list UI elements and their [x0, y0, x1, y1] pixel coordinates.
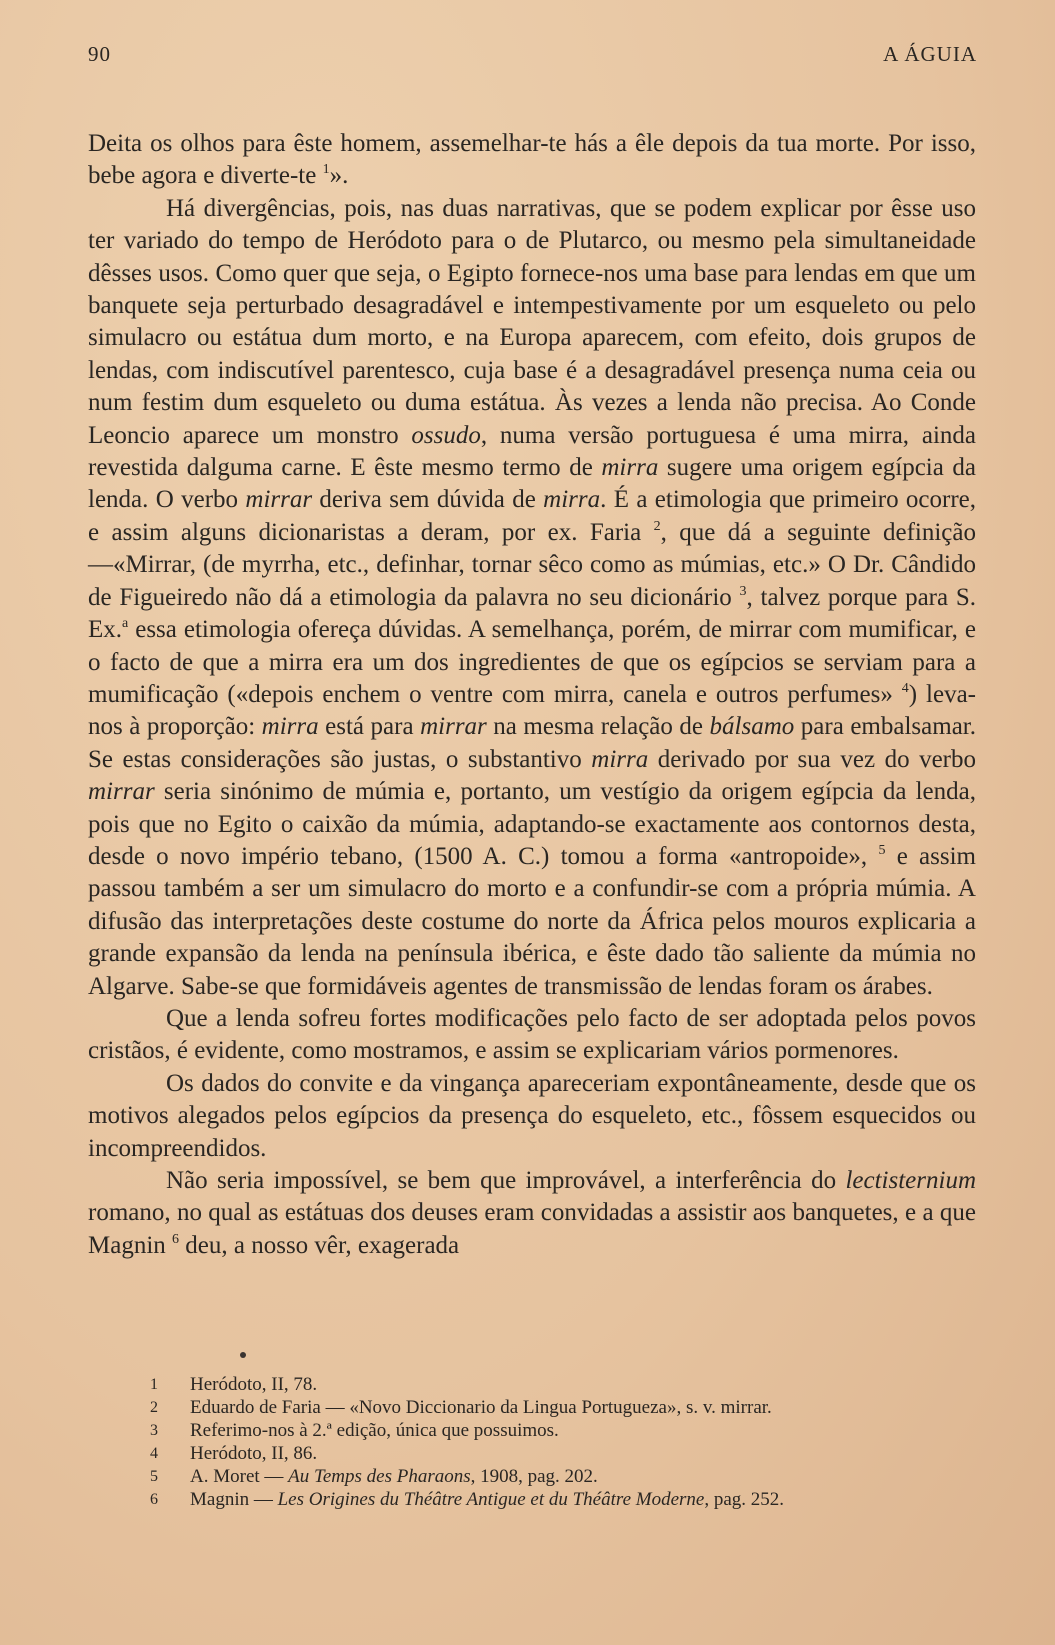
text-run: Eduardo de Faria — «Novo Diccionario da Lingua Portugueza», s. v. mirrar. — [190, 1397, 772, 1418]
text-run: . É a etimologia que primeiro ocorre, e assim alguns dicionaristas a deram, por ex. Faria — [88, 486, 977, 546]
footnote-item — [150, 1419, 970, 1442]
footnote-item — [150, 1442, 970, 1465]
footnote-item — [150, 1465, 970, 1488]
footnote-marker: a — [122, 616, 129, 632]
italic-term: mirra — [543, 486, 601, 514]
footnote-text — [190, 1373, 317, 1396]
journal-title: A ÁGUIA — [883, 42, 977, 66]
text-run: derivado por sua vez do verbo — [648, 745, 976, 773]
footnote-item — [150, 1488, 970, 1511]
italic-term: mirrar — [420, 713, 487, 741]
text-run: na mesma relação de — [486, 713, 710, 741]
footnote-marker: 6 — [172, 1231, 180, 1247]
italic-term: mirrar — [88, 778, 155, 806]
text-run: , que dá a seguinte definição —«Mirrar, (de myrrha, etc., definhar, tornar sêco como as múmias, etc.» O Dr. Cândido de Figueiredo não dá a etimologia da palavra no seu dicionário — [88, 518, 976, 611]
italic-term: Les Origines du Théâtre Antigue et du Théâtre Moderne — [277, 1489, 705, 1510]
running-head — [88, 42, 977, 67]
body-paragraph — [88, 193, 976, 1003]
italic-term: mirra — [601, 454, 659, 482]
text-run: romano, no qual as estátuas dos deuses eram convidadas a assistir aos banquetes, e a que Magnin — [88, 1199, 976, 1259]
text-run: essa etimologia ofereça dúvidas. A semelhança, porém, de mirrar com mumificar, e o facto de que a mirra era um dos ingredientes de que os egípcios se serviam para a mumificação («depois enchem o ventre com mirra, canela e outros perfumes» — [88, 616, 976, 708]
footnote-number: 1 — [150, 1376, 158, 1393]
footnote-marker: 4 — [901, 680, 909, 696]
footnote-number: 6 — [150, 1491, 158, 1508]
body-paragraph — [88, 1068, 976, 1165]
footnote-text — [190, 1488, 784, 1511]
text-run: para embalsamar. Se estas considerações são justas, o substantivo — [88, 713, 976, 773]
text-run: Os dados do convite e da vingança apareceriam expontâneamente, desde que os motivos alegados pelos egípcios da presença do esqueleto, etc., fôssem esquecidos ou incompreendidos. — [88, 1069, 976, 1162]
footnote-separator-dot — [240, 1352, 246, 1358]
text-run: Referimo-nos à 2.ª edição, única que possuimos. — [190, 1420, 559, 1441]
footnote-text — [190, 1396, 772, 1419]
footnote-number: 5 — [150, 1468, 158, 1485]
italic-term: lectisternium — [845, 1167, 976, 1194]
text-run: Deita os olhos para êste homem, assemelhar-te hás a êle depois da tua morte. Por isso, bebe agora e diverte-te — [88, 130, 976, 190]
text-run: Não seria impossível, se bem que improvável, a interferência do — [166, 1167, 846, 1194]
footnote-text — [190, 1419, 559, 1442]
body-paragraph — [88, 1165, 976, 1262]
text-run: Heródoto, II, 78. — [190, 1374, 318, 1395]
text-run: , numa versão portuguesa é uma mirra, ainda revestida dalguma carne. E êste mesmo termo de — [88, 421, 976, 482]
italic-term: mirra — [261, 713, 319, 741]
text-run: ) leva-nos à proporção: — [88, 680, 976, 741]
text-run: ». — [329, 162, 349, 190]
text-run: sugere uma origem egípcia da lenda. O verbo — [88, 454, 976, 514]
text-run: Heródoto, II, 86. — [190, 1443, 318, 1464]
text-run: seria sinónimo de múmia e, portanto, um vestígio da origem egípcia da lenda, pois que no Egito o caixão da múmia, adaptando-se exactamente aos contornos desta, desde o novo império tebano, (1500 A. C.) tomou a forma «antropoide», — [88, 778, 976, 870]
footnote-number: 2 — [150, 1399, 158, 1416]
text-run: , pag. 252. — [704, 1489, 785, 1510]
footnotes — [150, 1373, 970, 1511]
text-run: , 1908, pag. 202. — [470, 1466, 598, 1487]
text-run: está para — [318, 713, 421, 741]
footnote-marker: 2 — [653, 518, 661, 534]
italic-term: mirra — [591, 745, 649, 773]
text-run: Magnin — — [190, 1489, 278, 1510]
footnote-number: 4 — [150, 1445, 158, 1462]
italic-term: ossudo — [411, 421, 481, 449]
footnote-text — [190, 1465, 598, 1488]
footnote-item — [150, 1396, 970, 1419]
body-paragraph — [88, 128, 976, 193]
text-run: Há divergências, pois, nas duas narrativas, que se podem explicar por êsse uso ter variado do tempo de Heródoto para o de Plutarco, ou mesmo pela simultaneidade dêsses usos. Como quer que seja, o Egipto fornece-nos uma base para lendas em que um banquete seja perturbado desagradável e intempestivamente por um esqueleto ou pelo simulacro ou estátua dum morto, e na Europa aparecem, com efeito, dois grupos de lendas, com indiscutível parentesco, cuja base é a desagradável presença numa ceia ou num festim dum esqueleto ou duma estátua. Às vezes a lenda não precisa. Ao Conde Leoncio aparece um monstro — [88, 194, 976, 449]
footnote-marker: 3 — [739, 583, 747, 599]
text-run: deu, a nosso vêr, exagerada — [179, 1231, 460, 1259]
body-paragraph — [88, 1003, 976, 1068]
text-run: Que a lenda sofreu fortes modificações pelo facto de ser adoptada pelos povos cristãos, é evidente, como mostramos, e assim se explicariam vários pormenores. — [88, 1004, 976, 1065]
text-run: , talvez porque para S. Ex. — [88, 583, 976, 644]
footnote-number: 3 — [150, 1422, 158, 1439]
footnote-marker: 5 — [878, 842, 886, 858]
italic-term: Au Temps des Pharaons — [288, 1466, 471, 1487]
text-run: e assim passou também a ser um simulacro do morto e a confundir-se com a própria múmia. A difusão das interpretações deste costume do norte da África pelos mouros explicaria a grande expansão da lenda na península ibérica, e êste dado tão saliente da múmia no Algarve. Sabe-se que formidáveis agentes de transmissão de lendas foram os árabes. — [88, 842, 976, 1000]
text-run: deriva sem dúvida de — [312, 486, 544, 514]
italic-term: bálsamo — [709, 713, 795, 741]
footnote-item — [150, 1373, 970, 1396]
text-run: A. Moret — — [190, 1466, 289, 1487]
page-number: 90 — [88, 42, 111, 66]
footnote-marker: 1 — [322, 162, 330, 178]
footnote-text — [190, 1442, 317, 1465]
body-text — [88, 128, 976, 1262]
italic-term: mirrar — [245, 486, 313, 514]
